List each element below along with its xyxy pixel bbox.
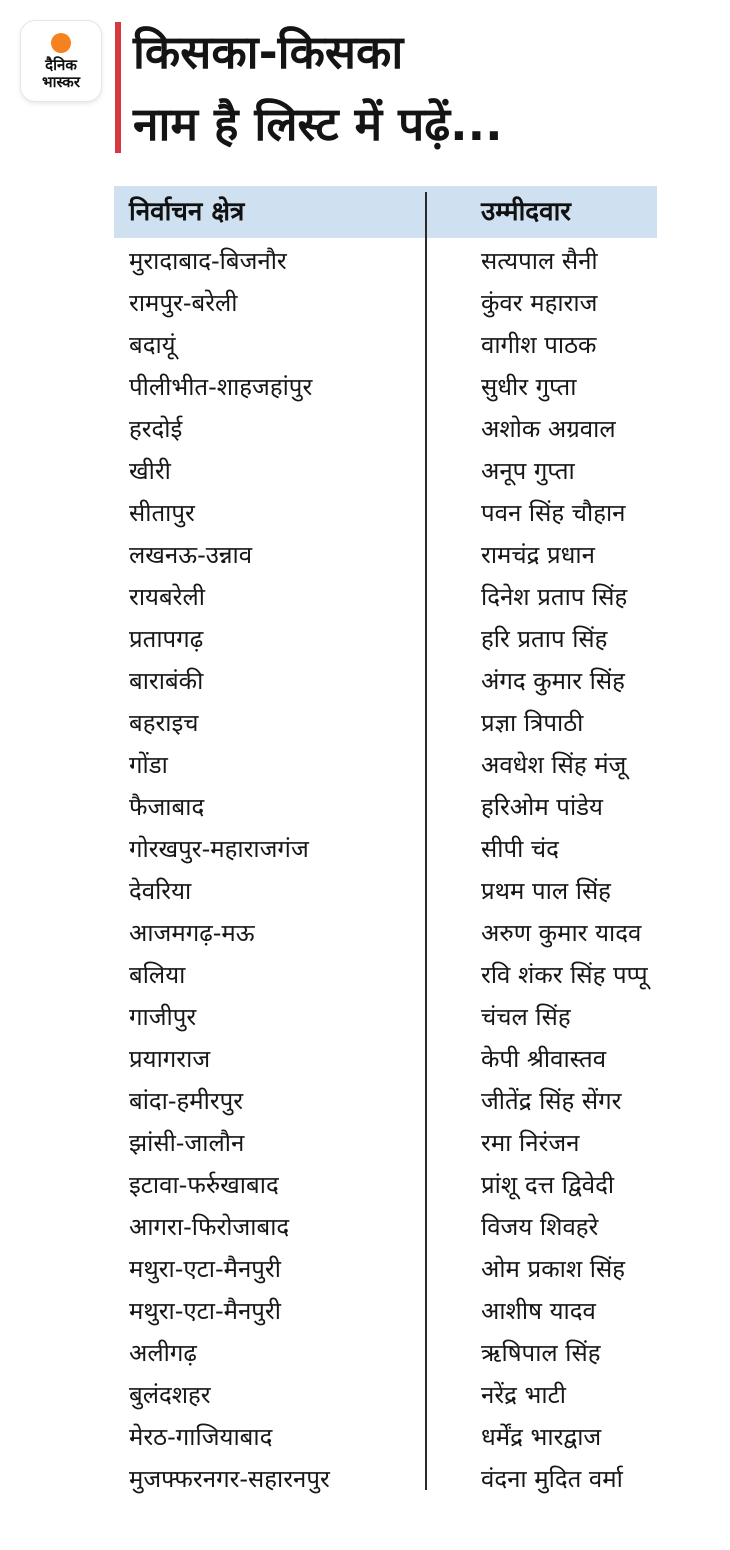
constituency-cell: बहराइच [129, 709, 199, 737]
candidate-cell: धर्मेंद्र भारद्वाज [481, 1423, 602, 1451]
constituency-cell: प्रयागराज [129, 1045, 211, 1073]
candidate-cell: सीपी चंद [481, 835, 559, 863]
candidate-cell: केपी श्रीवास्तव [481, 1045, 607, 1073]
table-row [0, 408, 730, 450]
constituency-cell: देवरिया [129, 877, 192, 905]
candidate-cell: दिनेश प्रताप सिंह [481, 583, 628, 611]
table-row [0, 1080, 730, 1122]
constituency-cell: मुजफ्फरनगर-सहारनपुर [129, 1465, 330, 1493]
constituency-cell: बलिया [129, 961, 186, 989]
candidate-cell: वागीश पाठक [481, 331, 597, 359]
constituency-cell: खीरी [129, 457, 171, 485]
constituency-cell: आगरा-फिरोजाबाद [129, 1213, 290, 1241]
table-row [0, 618, 730, 660]
candidate-cell: विजय शिवहरे [481, 1213, 599, 1241]
table-row [0, 324, 730, 366]
table-row [0, 828, 730, 870]
table-row [0, 744, 730, 786]
constituency-cell: प्रतापगढ़ [129, 625, 204, 653]
candidate-table-body [0, 240, 730, 1500]
table-row [0, 576, 730, 618]
candidate-cell: कुंवर महाराज [481, 289, 598, 317]
table-row [0, 1290, 730, 1332]
constituency-cell: गाजीपुर [129, 1003, 197, 1031]
table-row [0, 660, 730, 702]
constituency-cell: बांदा-हमीरपुर [129, 1087, 244, 1115]
table-row [0, 282, 730, 324]
constituency-cell: मुरादाबाद-बिजनौर [129, 247, 287, 275]
candidate-cell: चंचल सिंह [481, 1003, 571, 1031]
table-row [0, 1458, 730, 1500]
logo-text-line1: दैनिक [45, 56, 77, 74]
table-row [0, 366, 730, 408]
candidate-cell: पवन सिंह चौहान [481, 499, 626, 527]
title-line1: किसका-किसका [133, 25, 404, 79]
candidate-cell: ऋषिपाल सिंह [481, 1339, 601, 1367]
candidate-cell: रमा निरंजन [481, 1129, 580, 1157]
table-row [0, 954, 730, 996]
candidate-cell: आशीष यादव [481, 1297, 596, 1325]
candidate-cell: हरिओम पांडेय [481, 793, 603, 821]
candidate-cell: ओम प्रकाश सिंह [481, 1255, 625, 1283]
constituency-cell: बुलंदशहर [129, 1381, 211, 1409]
table-row [0, 1038, 730, 1080]
logo-text-line2: भास्कर [42, 73, 80, 91]
candidate-cell: अशोक अग्रवाल [481, 415, 616, 443]
constituency-cell: रामपुर-बरेली [129, 289, 238, 317]
candidate-cell: जीतेंद्र सिंह सेंगर [481, 1087, 622, 1115]
constituency-cell: झांसी-जालौन [129, 1129, 245, 1157]
table-row [0, 240, 730, 282]
table-row [0, 1122, 730, 1164]
candidate-cell: नरेंद्र भाटी [481, 1381, 566, 1409]
header-candidate: उम्मीदवार [481, 197, 571, 227]
table-row [0, 1206, 730, 1248]
candidate-cell: सुधीर गुप्ता [481, 373, 577, 401]
title-accent-bar [115, 22, 121, 153]
dainik-bhaskar-logo [21, 21, 101, 101]
candidate-cell: अवधेश सिंह मंजू [481, 751, 627, 779]
candidate-cell: अंगद कुमार सिंह [481, 667, 625, 695]
constituency-cell: गोंडा [129, 751, 168, 779]
constituency-cell: मेरठ-गाजियाबाद [129, 1423, 273, 1451]
candidate-cell: सत्यपाल सैनी [481, 247, 598, 275]
constituency-cell: पीलीभीत-शाहजहांपुर [129, 373, 313, 401]
constituency-cell: मथुरा-एटा-मैनपुरी [129, 1255, 281, 1283]
table-row [0, 450, 730, 492]
constituency-cell: बदायूं [129, 331, 176, 359]
title-line2: नाम है लिस्ट में पढ़ें... [133, 97, 503, 151]
table-row [0, 702, 730, 744]
candidate-cell: रामचंद्र प्रधान [481, 541, 595, 569]
candidate-cell: प्रथम पाल सिंह [481, 877, 611, 905]
candidate-cell: हरि प्रताप सिंह [481, 625, 608, 653]
page-title [133, 16, 503, 160]
sun-icon [51, 33, 71, 53]
constituency-cell: अलीगढ़ [129, 1339, 197, 1367]
constituency-cell: इटावा-फर्रुखाबाद [129, 1171, 279, 1199]
table-row [0, 1332, 730, 1374]
table-row [0, 912, 730, 954]
table-row [0, 492, 730, 534]
table-row [0, 534, 730, 576]
table-row [0, 1248, 730, 1290]
constituency-cell: लखनऊ-उन्नाव [129, 541, 253, 569]
candidate-cell: अनूप गुप्ता [481, 457, 575, 485]
table-row [0, 786, 730, 828]
constituency-cell: बाराबंकी [129, 667, 204, 695]
table-row [0, 1374, 730, 1416]
table-row [0, 1416, 730, 1458]
candidate-cell: प्रज्ञा त्रिपाठी [481, 709, 584, 737]
table-row [0, 996, 730, 1038]
candidate-cell: प्रांशू दत्त द्विवेदी [481, 1171, 615, 1199]
constituency-cell: आजमगढ़-मऊ [129, 919, 255, 947]
constituency-cell: रायबरेली [129, 583, 205, 611]
constituency-cell: गोरखपुर-महाराजगंज [129, 835, 309, 863]
constituency-cell: मथुरा-एटा-मैनपुरी [129, 1297, 281, 1325]
header-constituency: निर्वाचन क्षेत्र [129, 197, 245, 227]
constituency-cell: सीतापुर [129, 499, 195, 527]
candidate-cell: वंदना मुदित वर्मा [481, 1465, 623, 1493]
candidate-cell: रवि शंकर सिंह पप्पू [481, 961, 648, 989]
table-row [0, 870, 730, 912]
candidate-cell: अरुण कुमार यादव [481, 919, 642, 947]
constituency-cell: हरदोई [129, 415, 183, 443]
table-row [0, 1164, 730, 1206]
constituency-cell: फैजाबाद [129, 793, 205, 821]
